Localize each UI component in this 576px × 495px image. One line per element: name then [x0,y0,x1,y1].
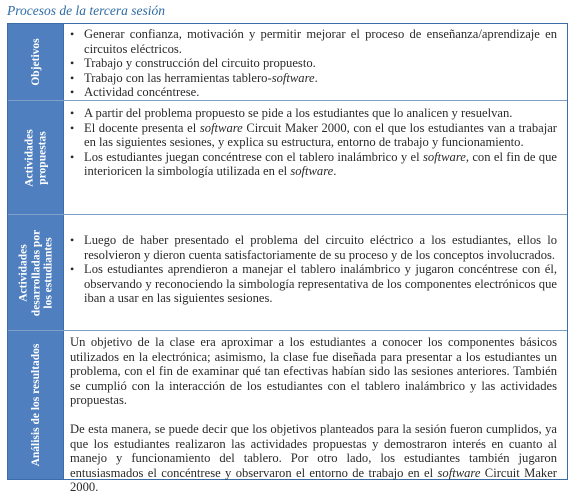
italic-text: software [422,149,466,164]
bullet-icon: • [70,70,75,85]
text-run: De esta manera, se puede decir que los objetivos planteados para la sesión fueron cumplidos, ya que los estudiantes realizaron las actividades propuestas y demostraron interés en cuanto al manejo y funcionamiento del tablero. Por otro lado, los estudiantes también jugaron entusiasmados el concéntrese y observaron el entorno de trabajo en el [70,421,557,480]
row-label-actividades-propuestas [8,101,64,214]
bullet-list [70,233,557,306]
bullet-icon: • [70,262,75,277]
italic-text: software [271,70,315,85]
bullet-item [70,262,557,306]
bullet-icon: • [70,233,75,247]
text-run: Generar confianza, motivación y permitir mejorar el proceso de enseñanza/aprendizaje en circuitos eléctricos. [84,27,557,56]
label-line: Actividades [23,128,35,187]
row-objetivos [8,24,567,101]
text-run: Circuit Maker 2000. [70,465,557,495]
bullet-icon: • [70,27,75,41]
process-table [7,23,568,495]
bullet-icon: • [70,120,75,135]
row-actividades-desarrolladas [8,215,567,331]
row-content-analisis [64,331,567,495]
row-label-objetivos [8,24,64,100]
bullet-icon: • [70,149,75,164]
row-content-objetivos [64,24,567,100]
text-run: Los estudiantes juegan concéntrese con el tablero inalámbrico y el [84,149,423,164]
bullet-icon: • [70,85,75,100]
italic-text: software [437,465,481,480]
label-line: Análisis de los resultados [29,343,42,467]
row-label-actividades-desarrolladas [8,215,64,330]
bullet-item [70,85,557,100]
bullet-item [70,233,557,262]
text-run: Luego de haber presentado el problema del circuito eléctrico a los estudiantes, ellos lo resolvieron y dieron cuenta satisfactoriamente de su proceso y de los conceptos involucrados. [84,233,557,262]
bullet-list [70,106,557,179]
label-line: desarrolladas por [29,229,42,316]
italic-text: software [199,120,243,135]
text-run: Los estudiantes aprendieron a manejar el tablero inalámbrico y jugaron concéntrese con él, observando y reconociendo la simbología representativa de los componentes electrónicos que iban a usar en las siguientes sesiones. [84,262,557,306]
paragraph [70,335,557,408]
bullet-item [70,121,557,150]
bullet-icon: • [70,56,75,71]
text-run: Trabajo y construcción del circuito propuesto. [84,56,316,71]
row-actividades-propuestas [8,101,567,215]
text-run: Un objetivo de la clase era aproximar a los estudiantes a conocer los componentes básicos utilizados en la electrónica; asimismo, la clase fue diseñada para presentar a los estudiantes un problema, con el fin de examinar qué tan efectivas habían sido las sesiones anteriores. También se cumplió con la interacción de los estudiantes con el tablero inalámbrico y las actividades propuestas. [70,335,557,408]
bullet-item [70,150,557,179]
row-content-actividades-desarrolladas [64,215,567,330]
bullet-item [70,71,557,86]
bullet-list [70,27,557,100]
section-title: Procesos de la tercera sesión [7,3,165,18]
text-run: El docente presenta el [84,120,200,135]
bullet-item [70,27,557,56]
text-run: . [314,70,318,85]
text-run: Trabajo con las herramientas tablero- [84,70,272,85]
row-label-analisis [8,331,64,479]
italic-text: software [290,164,334,179]
label-line: los estudiantes [41,236,54,309]
label-line: propuestas [35,130,48,185]
text-run: A partir del problema propuesto se pide a los estudiantes que lo analicen y resuelvan. [84,106,513,120]
row-analisis [8,331,567,495]
paragraph [70,422,557,495]
label-line: Actividades [16,243,29,302]
label-line: Objetivos [29,38,42,86]
row-content-actividades-propuestas [64,101,567,214]
text-run: Circuit Maker 2000, con el que los estudiantes van a trabajar en las siguientes sesiones, y explica su estructura, entorno de trabajo y funcionamiento. [84,120,557,150]
bullet-item [70,56,557,71]
paragraph-block [70,335,557,495]
text-run: . [333,164,337,179]
text-run: , con el fin de que interioricen la simbología utilizada en el [84,149,557,179]
bullet-item [70,106,557,121]
bullet-icon: • [70,106,75,120]
text-run: Actividad concéntrese. [84,85,200,100]
